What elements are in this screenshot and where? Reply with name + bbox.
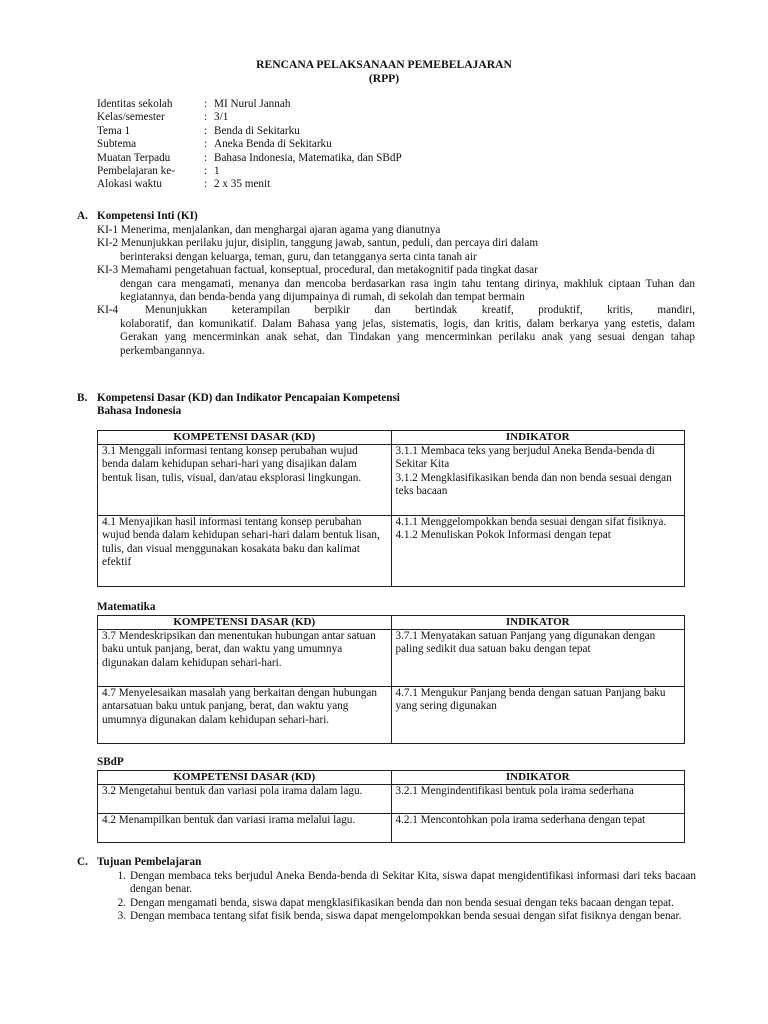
document-subtitle: (RPP) [368, 72, 400, 85]
column-header-indikator: INDIKATOR [391, 431, 685, 445]
ki-code: KI-1 [97, 224, 119, 236]
kd-cell: 4.2 Menampilkan bentuk dan variasi irama melalui lagu. [98, 814, 392, 843]
identity-colon: : [204, 138, 208, 151]
list-text: Dengan mengamati benda, siswa dapat mengklasifikasikan benda dan non benda sesuai dengan teks bacaan dengan tepat. [130, 896, 674, 909]
table-row [98, 516, 685, 587]
identity-value: 3/1 [214, 111, 229, 124]
identity-label: Tema 1 [97, 124, 131, 137]
table-row [98, 687, 685, 744]
column-header-indikator: INDIKATOR [391, 771, 685, 785]
bahasa-kd-table [97, 430, 685, 587]
section-c-letter: C. [77, 856, 88, 868]
table-header-row [98, 431, 685, 445]
section-b-title: Kompetensi Dasar (KD) dan Indikator Pencapaian Kompetensi [97, 392, 400, 404]
ki-text: Menunjukkan keterampilan berpikir dan bertindak kreatif, produktif, kritis, mandiri, [145, 304, 695, 317]
table-row [98, 630, 685, 687]
identity-label: Subtema [97, 138, 137, 151]
sbdp-kd-table [97, 770, 685, 843]
column-header-indikator: INDIKATOR [391, 616, 685, 630]
section-b-letter: B. [77, 392, 88, 404]
column-header-kd: KOMPETENSI DASAR (KD) [98, 431, 392, 445]
ki-text-continued: kolaboratif, dan komunikatif. Dalam Bahasa yang jelas, sistematis, logis, dan kritis, dalam berkarya yang estetis, dalam Gerakan yang mencerminkan anak sehat, dan Tindakan yang mencerminkan perilaku anak yang sesuai dengan tahap perkembangannya. [120, 317, 695, 357]
identity-row [97, 138, 402, 151]
list-item [104, 910, 696, 923]
indicator-text: 4.1.1 Menggelompokkan benda sesuai dengan sifat fisiknya. [395, 516, 667, 528]
list-text: Dengan membaca teks berjudul Aneka Benda-benda di Sekitar Kita, siswa dapat mengidentifikasi informasi dari teks bacaan dengan benar. [130, 870, 696, 896]
indicator-text: 3.1.2 Mengklasifikasikan benda dan non benda sesuai dengan teks bacaan [395, 471, 672, 498]
section-a-title: Kompetensi Inti (KI) [97, 210, 198, 222]
ki-text: Memahami pengetahuan factual, konseptual, procedural, dan metakognitif pada tingkat dasar [120, 264, 538, 277]
indicator-cell: 4.7.1 Mengukur Panjang benda dengan satuan Panjang baku yang sering digunakan [391, 687, 685, 744]
identity-value: Bahasa Indonesia, Matematika, dan SBdP [214, 151, 402, 164]
identity-colon: : [204, 164, 208, 177]
identity-label: Alokasi waktu [97, 178, 162, 191]
column-header-kd: KOMPETENSI DASAR (KD) [98, 616, 392, 630]
identity-row [97, 111, 402, 124]
identity-colon: : [204, 151, 208, 164]
ki-list [97, 224, 695, 358]
section-a-letter: A. [77, 210, 88, 222]
ki-item [97, 237, 695, 264]
table-header-row [98, 616, 685, 630]
list-item [104, 897, 696, 910]
indicator-cell: 3.7.1 Menyatakan satuan Panjang yang digunakan dengan paling sedikit dua satuan baku dengan tepat [391, 630, 685, 687]
identity-label: Pembelajaran ke- [97, 164, 175, 177]
indicator-cell [391, 516, 685, 587]
table-header-row [98, 771, 685, 785]
kd-cell: 3.2 Mengetahui bentuk dan variasi pola irama dalam lagu. [98, 785, 392, 814]
kd-cell: 4.7 Menyelesaikan masalah yang berkaitan dengan hubungan antarsatuan baku untuk panjang, berat, dan waktu yang umumnya digunakan dalam kehidupan sehari-hari. [98, 687, 392, 744]
kd-cell: 4.1 Menyajikan hasil informasi tentang konsep perubahan wujud benda dalam kehidupan sehari-hari dalam bentuk lisan, tulis, dan visual menggunakan kosakata baku dan kalimat efektif [98, 516, 392, 587]
identity-value: 1 [214, 164, 220, 177]
ki-text-continued: dengan cara mengamati, menanya dan mencoba berdasarkan rasa ingin tahu tentang dirinya, makhluk ciptaan Tuhan dan kegiatannya, dan benda-benda yang dijumpainya di rumah, di sekolah dan tempat bermain [120, 277, 695, 304]
ki-text-continued: berinteraksi dengan keluarga, teman, guru, dan tetangganya serta cinta tanah air [120, 250, 477, 263]
section-c-title: Tujuan Pembelajaran [97, 856, 202, 868]
indicator-cell: 4.2.1 Mencontohkan pola irama sederhana dengan tepat [391, 814, 685, 843]
ki-code: KI-4 [97, 304, 119, 317]
kd-cell: 3.1 Menggali informasi tentang konsep perubahan wujud benda dalam kehidupan sehari-hari yang disajikan dalam bentuk lisan, tulis, visual, dan/atau eksplorasi lingkungan. [98, 445, 392, 516]
indicator-cell [391, 445, 685, 516]
identity-row [97, 125, 402, 138]
identity-value: MI Nurul Jannah [214, 98, 291, 110]
identity-row [97, 98, 402, 111]
identity-colon: : [204, 178, 208, 191]
tujuan-list [104, 870, 696, 924]
document-title: RENCANA PELAKSANAAN PEMEBELAJARAN [256, 58, 512, 71]
identity-colon: : [204, 111, 208, 124]
ki-item [97, 304, 695, 358]
identity-row [97, 178, 402, 191]
ki-text: Menunjukkan perilaku jujur, disiplin, tanggung jawab, santun, peduli, dan percaya diri dalam [120, 237, 539, 250]
identity-label: Kelas/semester [97, 111, 165, 124]
identity-label: Identitas sekolah [97, 98, 173, 110]
list-item [104, 870, 696, 897]
ki-code: KI-3 [97, 264, 119, 277]
bahasa-heading: Bahasa Indonesia [97, 405, 182, 417]
table-row [98, 785, 685, 814]
identity-value: Benda di Sekitarku [214, 124, 300, 137]
identity-colon: : [204, 98, 208, 110]
identity-row [97, 152, 402, 165]
ki-text: Menerima, menjalankan, dan menghargai ajaran agama yang dianutnya [120, 224, 441, 236]
table-row [98, 814, 685, 843]
indicator-text: 4.1.2 Menuliskan Pokok Informasi dengan tepat [395, 529, 611, 542]
ki-item [97, 264, 695, 304]
list-number: 1. [117, 870, 126, 882]
identity-value: Aneka Benda di Sekitarku [214, 138, 332, 151]
matematika-heading: Matematika [97, 601, 156, 613]
list-number: 2. [117, 896, 126, 909]
indicator-text: 3.1.1 Membaca teks yang berjudul Aneka Benda-benda di Sekitar Kita [395, 445, 655, 471]
identity-label: Muatan Terpadu [97, 151, 171, 164]
list-text: Dengan membaca tentang sifat fisik benda, siswa dapat mengelompokkan benda sesuai dengan sifat fisiknya dengan benar. [130, 910, 682, 923]
identity-block [97, 98, 402, 192]
identity-value: 2 x 35 menit [214, 178, 271, 191]
ki-code: KI-2 [97, 237, 119, 250]
ki-item [97, 224, 695, 237]
identity-colon: : [204, 124, 208, 137]
kd-cell: 3.7 Mendeskripsikan dan menentukan hubungan antar satuan baku untuk panjang, berat, dan waktu yang umumnya digunakan dalam kehidupan sehari-hari. [98, 630, 392, 687]
indicator-cell: 3.2.1 Mengindentifikasi bentuk pola irama sederhana [391, 785, 685, 814]
list-number: 3. [117, 910, 126, 923]
sbdp-heading: SBdP [97, 756, 124, 768]
matematika-kd-table [97, 615, 685, 744]
identity-row [97, 165, 402, 178]
column-header-kd: KOMPETENSI DASAR (KD) [98, 771, 392, 785]
table-row [98, 445, 685, 516]
